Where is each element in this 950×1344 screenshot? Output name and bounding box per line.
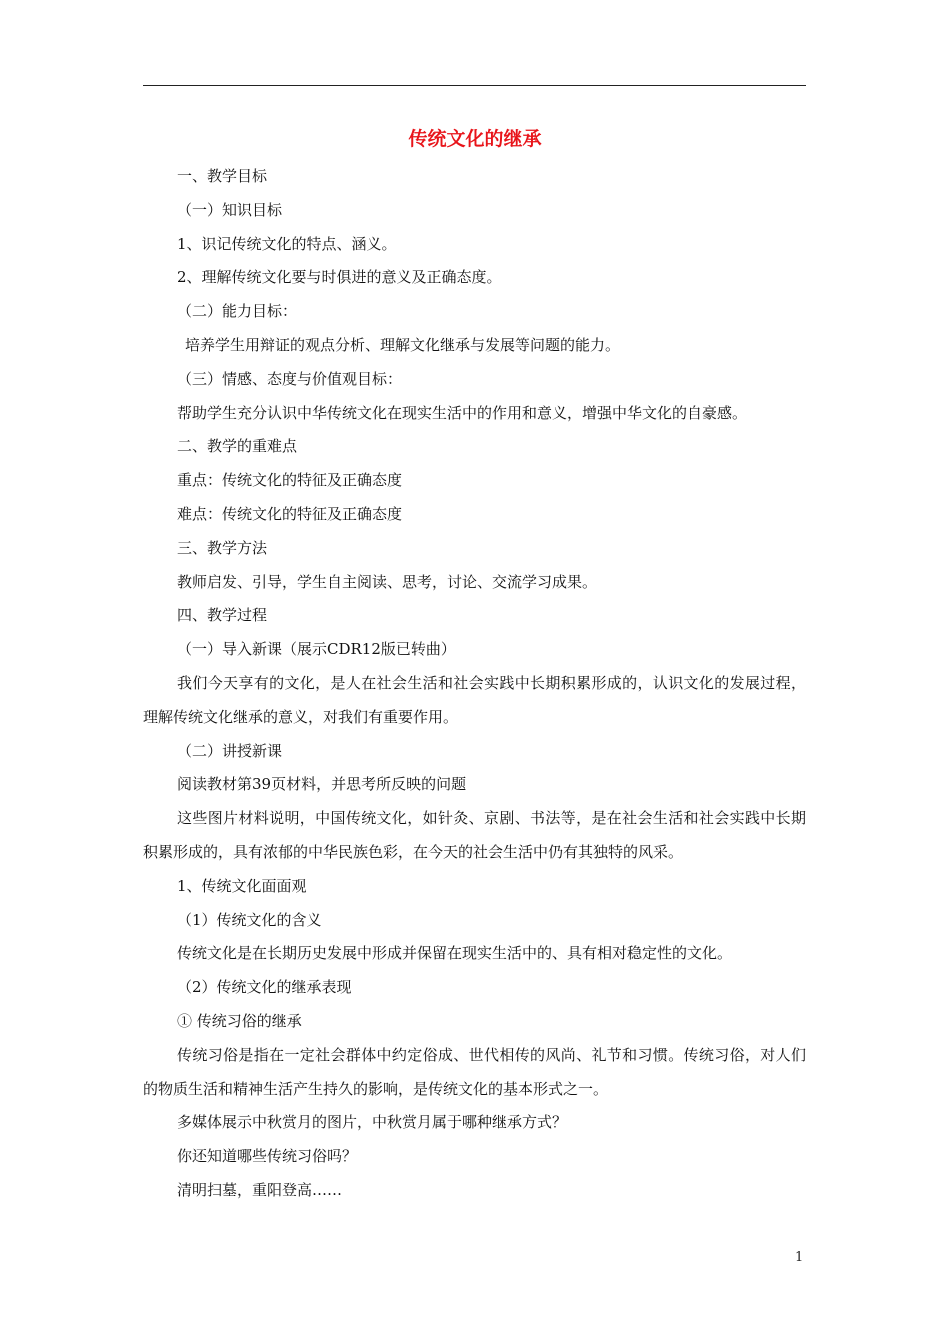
subheading-overview: 1、传统文化面面观	[177, 876, 307, 895]
subheading-emotion: （三）情感、态度与价值观目标：	[177, 369, 403, 388]
subheading-intro: （一）导入新课（展示CDR12版已转曲）	[177, 640, 456, 659]
paragraph: 重点：传统文化的特征及正确态度	[177, 471, 403, 490]
subheading-knowledge: （一）知识目标	[177, 200, 283, 219]
section-heading-key-points: 二、教学的重难点	[177, 437, 298, 456]
list-item: 1、识记传统文化的特点、涵义。	[177, 234, 397, 253]
paragraph: 你还知道哪些传统习俗吗？	[177, 1147, 358, 1166]
paragraph: 我们今天享有的文化，是人在社会生活和社会实践中长期积累形成的，认识文化的发展过程，理解传统文化继承的意义，对我们有重要作用。	[143, 673, 806, 726]
paragraph: 帮助学生充分认识中华传统文化在现实生活中的作用和意义，增强中华文化的自豪感。	[177, 403, 748, 422]
header-rule	[143, 85, 806, 86]
paragraph: 难点：传统文化的特征及正确态度	[177, 504, 403, 523]
section-heading-methods: 三、教学方法	[177, 538, 268, 557]
paragraph: 阅读教材第39页材料，并思考所反映的问题	[177, 775, 467, 794]
subheading-ability: （二）能力目标：	[177, 302, 298, 321]
paragraph: 这些图片材料说明，中国传统文化，如针灸、京剧、书法等，是在社会生活和社会实践中长期积累形成的，具有浓郁的中华民族色彩，在今天的社会生活中仍有其独特的风采。	[143, 809, 806, 861]
paragraph: 清明扫墓，重阳登高……	[177, 1180, 343, 1199]
paragraph: 传统文化是在长期历史发展中形成并保留在现实生活中的、具有相对稳定性的文化。	[177, 944, 733, 963]
paragraph: 培养学生用辩证的观点分析、理解文化继承与发展等问题的能力。	[185, 335, 621, 354]
subheading-inheritance: （2）传统文化的继承表现	[177, 978, 352, 997]
subheading-customs: ① 传统习俗的继承	[177, 1011, 302, 1030]
section-heading-process: 四、教学过程	[177, 606, 268, 625]
paragraph: 多媒体展示中秋赏月的图片，中秋赏月属于哪种继承方式？	[177, 1113, 568, 1132]
subheading-meaning: （1）传统文化的含义	[177, 910, 322, 929]
paragraph: 教师启发、引导，学生自主阅读、思考，讨论、交流学习成果。	[177, 572, 598, 591]
paragraph: 传统习俗是指在一定社会群体中约定俗成、世代相传的风尚、礼节和习惯。传统习俗，对人们的物质生活和精神生活产生持久的影响，是传统文化的基本形式之一。	[143, 1045, 806, 1098]
page-number: 1	[795, 1250, 804, 1265]
section-heading-objectives: 一、教学目标	[177, 167, 268, 185]
subheading-lecture: （二）讲授新课	[177, 741, 283, 760]
document-title: 传统文化的继承	[408, 128, 542, 150]
list-item: 2、理解传统文化要与时俱进的意义及正确态度。	[177, 268, 502, 287]
document-body	[143, 160, 806, 1208]
